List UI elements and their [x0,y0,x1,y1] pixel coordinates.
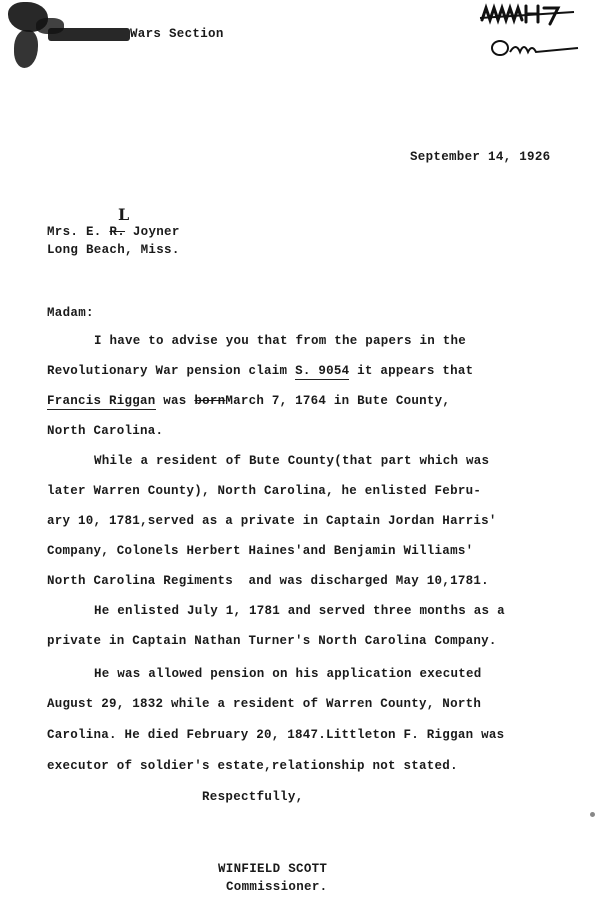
recipient-surname: Joyner [132,225,180,239]
signature-title: Commissioner. [226,880,328,894]
p1-line4: North Carolina. [47,424,164,438]
signature-name: WINFIELD SCOTT [218,862,328,876]
struck-word: born [194,394,226,408]
p2-line3: ary 10, 1781,served as a private in Captain Jordan Harris' [47,514,497,528]
section-label: Wars Section [130,27,224,41]
corner-ink-blot-2 [14,30,38,68]
p2-line4: Company, Colonels Herbert Haines'and Benjamin Williams' [47,544,474,558]
recipient-middle-initial-struck: R. [109,225,126,239]
letter-date: September 14, 1926 [410,150,551,164]
soldier-name: Francis Riggan [47,394,156,408]
svg-text:mmH7: mmH7 [478,0,481,1]
p3-line2: private in Captain Nathan Turner's North Carolina Company. [47,634,497,648]
section-label-blackout [48,28,130,41]
p2-line5: North Carolina Regiments and was discharged May 10,1781. [47,574,489,588]
p4-line3: Carolina. He died February 20, 1847.Littleton F. Riggan was [47,728,505,742]
p1-line1: I have to advise you that from the papers in the [94,334,467,348]
recipient-line [47,225,180,239]
p1-line3: Francis Riggan was bornMarch 7, 1764 in Bute County, [47,394,451,408]
handwritten-initials [490,36,580,60]
p3-line1: He enlisted July 1, 1781 and served three months as a [94,604,505,618]
salutation: Madam: [47,306,94,320]
p4-line4: executor of soldier's estate,relationship not stated. [47,759,458,773]
recipient-middle-initial-handwritten: L [118,205,130,224]
p2-line2: later Warren County), North Carolina, he enlisted Febru- [47,484,482,498]
p2-line1: While a resident of Bute County(that part which was [94,454,490,468]
handwritten-code [478,0,578,28]
margin-speck [590,812,595,817]
p4-line1: He was allowed pension on his application executed [94,667,482,681]
closing: Respectfully, [202,790,304,804]
recipient-prefix: Mrs. E. [47,225,102,239]
p1-line2: Revolutionary War pension claim S. 9054 it appears that [47,364,474,378]
recipient-address: Long Beach, Miss. [47,243,180,257]
claim-number: S. 9054 [295,364,350,378]
p4-line2: August 29, 1832 while a resident of Warren County, North [47,697,482,711]
